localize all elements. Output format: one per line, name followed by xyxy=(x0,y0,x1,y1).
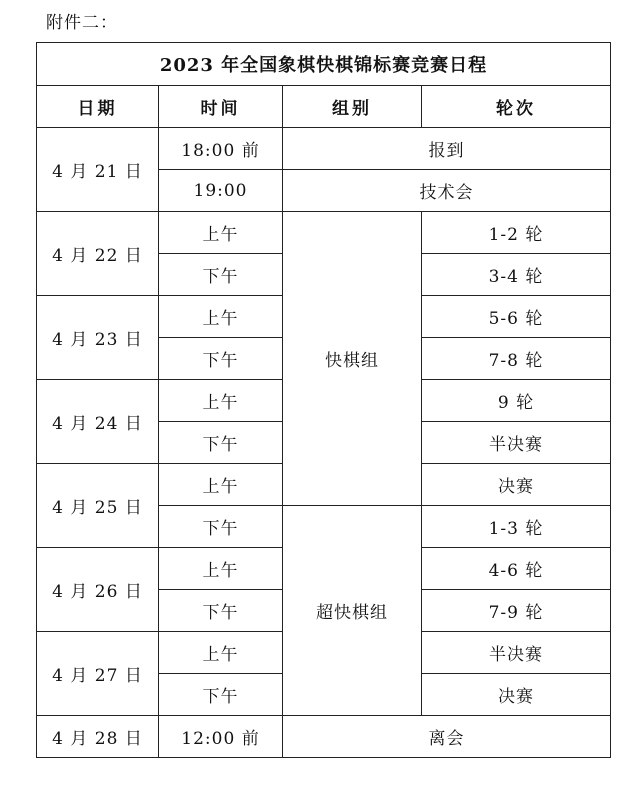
round-cell: 3-4 轮 xyxy=(422,254,611,296)
round-cell: 4-6 轮 xyxy=(422,548,611,590)
time-cell: 上午 xyxy=(159,296,283,338)
table-row xyxy=(37,212,611,254)
date-cell: 4 月 23 日 xyxy=(37,296,159,380)
date-cell: 4 月 27 日 xyxy=(37,632,159,716)
time-cell: 上午 xyxy=(159,212,283,254)
header-round: 轮次 xyxy=(422,86,611,128)
time-cell: 下午 xyxy=(159,338,283,380)
group-cell-blitz: 超快棋组 xyxy=(283,506,422,716)
round-cell: 1-3 轮 xyxy=(422,506,611,548)
time-cell: 下午 xyxy=(159,254,283,296)
date-cell: 4 月 21 日 xyxy=(37,128,159,212)
round-cell: 决赛 xyxy=(422,464,611,506)
time-cell: 19:00 xyxy=(159,170,283,212)
time-cell: 下午 xyxy=(159,506,283,548)
round-cell: 决赛 xyxy=(422,674,611,716)
time-cell: 上午 xyxy=(159,548,283,590)
time-cell: 上午 xyxy=(159,632,283,674)
time-cell: 下午 xyxy=(159,674,283,716)
date-cell: 4 月 24 日 xyxy=(37,380,159,464)
round-cell: 半决赛 xyxy=(422,422,611,464)
time-cell: 上午 xyxy=(159,464,283,506)
date-cell: 4 月 26 日 xyxy=(37,548,159,632)
round-cell: 1-2 轮 xyxy=(422,212,611,254)
header-row xyxy=(37,86,611,128)
time-cell: 12:00 前 xyxy=(159,716,283,758)
time-cell: 下午 xyxy=(159,590,283,632)
event-cell: 报到 xyxy=(283,128,611,170)
date-cell: 4 月 28 日 xyxy=(37,716,159,758)
event-cell: 技术会 xyxy=(283,170,611,212)
header-group: 组别 xyxy=(283,86,422,128)
attachment-label: 附件二： xyxy=(46,13,118,33)
round-cell: 半决赛 xyxy=(422,632,611,674)
round-cell: 7-9 轮 xyxy=(422,590,611,632)
time-cell: 18:00 前 xyxy=(159,128,283,170)
time-cell: 下午 xyxy=(159,422,283,464)
table-row xyxy=(37,128,611,170)
round-cell: 7-8 轮 xyxy=(422,338,611,380)
date-cell: 4 月 25 日 xyxy=(37,464,159,548)
round-cell: 5-6 轮 xyxy=(422,296,611,338)
header-date: 日期 xyxy=(37,86,159,128)
date-cell: 4 月 22 日 xyxy=(37,212,159,296)
title-row xyxy=(37,43,611,86)
schedule-table xyxy=(36,42,611,758)
table-title: 2023 年全国象棋快棋锦标赛竞赛日程 xyxy=(37,43,611,86)
round-cell: 9 轮 xyxy=(422,380,611,422)
event-cell: 离会 xyxy=(283,716,611,758)
time-cell: 上午 xyxy=(159,380,283,422)
header-time: 时间 xyxy=(159,86,283,128)
group-cell-rapid: 快棋组 xyxy=(283,212,422,506)
table-row xyxy=(37,716,611,758)
